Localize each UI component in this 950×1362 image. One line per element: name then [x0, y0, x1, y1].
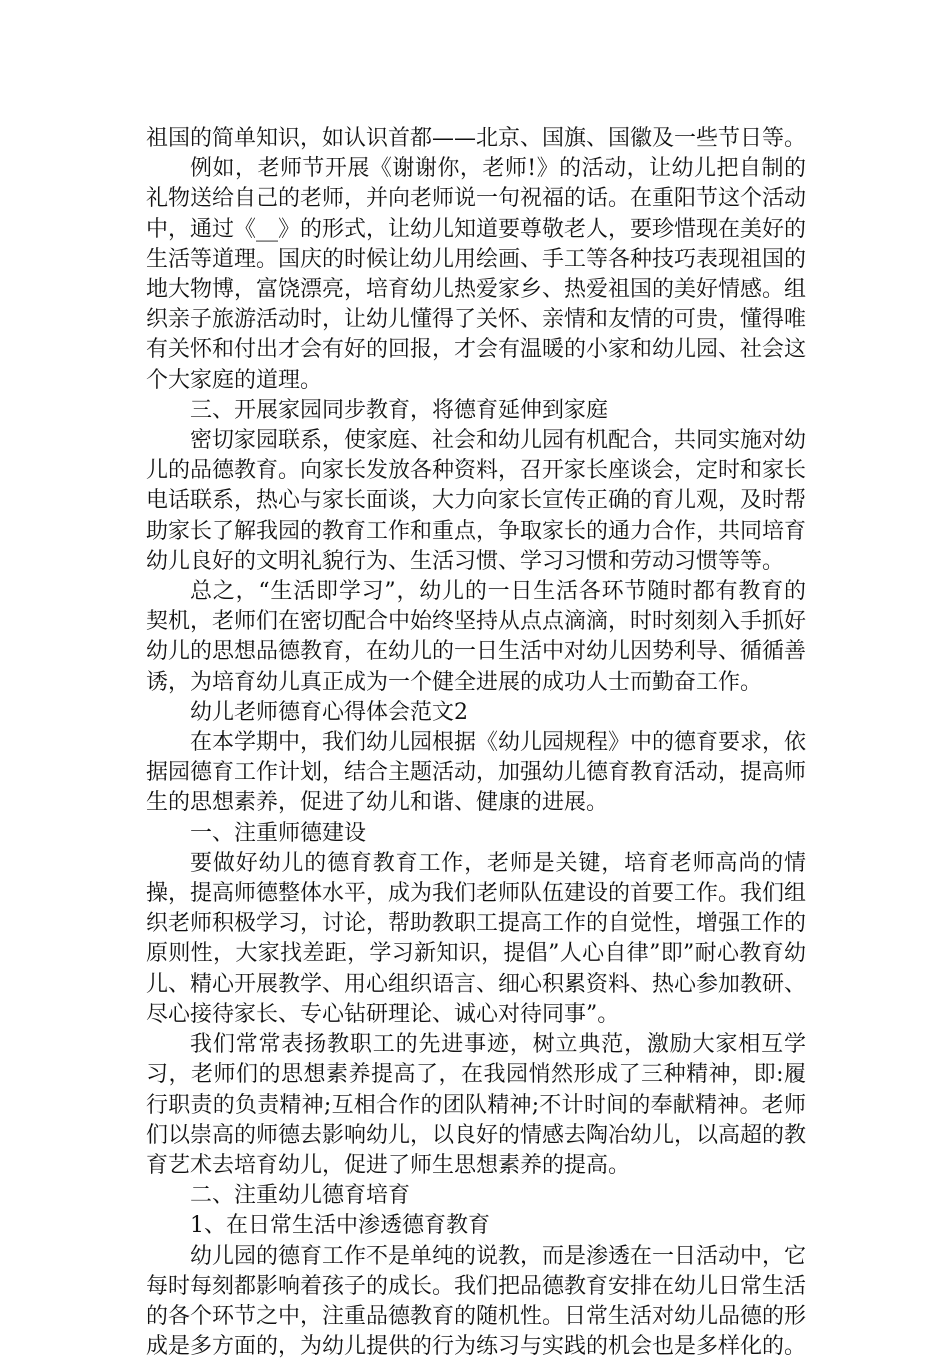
article-title-2: 幼儿老师德育心得体会范文2: [190, 699, 468, 725]
paragraph-example-activities: 例如，老师节开展《谢谢你，老师!》的活动，让幼儿把自制的礼物送给自己的老师，并向老师说一句祝福的话。在重阳节这个活动中，通过《__》的形式，让幼儿知道要尊敬老人，要珍惜现在美好的生活等道理。国庆的时候让幼儿用绘画、手工等各种技巧表现祖国的地大物博，富饶漂亮，培育幼儿热爱家乡、热爱祖国的美好情感。组织亲子旅游活动时，让幼儿懂得了关怀、亲情和友情的可贵，懂得唯有关怀和付出才会有好的回报，才会有温暖的小家和幼儿园、社会这个大家庭的道理。: [146, 156, 807, 393]
section-heading-2: 二、注重幼儿德育培育: [190, 1183, 411, 1209]
paragraph-teacher-ethics: 要做好幼儿的德育教育工作，老师是关键，培育老师高尚的情操，提高师德整体水平，成为我们老师队伍建设的首要工作。我们组织老师积极学习，讨论，帮助教职工提高工作的自觉性，增强工作的原则性，大家找差距，学习新知识，提倡”人心自律”即”耐心教育幼儿、精心开展教学、用心组织语言、细心积累资料、热心参加教研、尽心接待家长、专心钻研理论、诚心对待同事”。: [146, 850, 807, 1027]
paragraph-home-school: 密切家园联系，使家庭、社会和幼儿园有机配合，共同实施对幼儿的品德教育。向家长发放各种资料，召开家长座谈会，定时和家长电话联系，热心与家长面谈，大力向家长宣传正确的育儿观，及时帮助家长了解我园的教育工作和重点，争取家长的通力合作，共同培育幼儿良好的文明礼貌行为、生活习惯、学习习惯和劳动习惯等等。: [146, 428, 807, 574]
paragraph-continued: 祖国的简单知识，如认识首都——北京、国旗、国徽及一些节日等。: [146, 126, 807, 151]
subsection-heading-1: 1、在日常生活中渗透德育教育: [190, 1213, 490, 1239]
paragraph-intro: 在本学期中，我们幼儿园根据《幼儿园规程》中的德育要求，依据园德育工作计划，结合主题活动，加强幼儿德育教育活动，提高师生的思想素养，促进了幼儿和谐、健康的进展。: [146, 730, 807, 816]
section-heading-1: 一、注重师德建设: [190, 820, 367, 846]
section-heading-3: 三、开展家园同步教育，将德育延伸到家庭: [190, 397, 609, 423]
paragraph-summary: 总之，“生活即学习”，幼儿的一日生活各环节随时都有教育的契机，老师们在密切配合中始终坚持从点点滴滴，时时刻刻入手抓好幼儿的思想品德教育，在幼儿的一日生活中对幼儿因势利导、循循善诱，为培育幼儿真正成为一个健全进展的成功人士而勤奋工作。: [146, 579, 807, 695]
document-body: [146, 124, 806, 1362]
paragraph-daily-life: 幼儿园的德育工作不是单纯的说教，而是渗透在一日活动中，它每时每刻都影响着孩子的成长。我们把品德教育安排在幼儿日常生活的各个环节之中，注重品德教育的随机性。日常生活对幼儿品德的形成是多方面的，为幼儿提供的行为练习与实践的机会也是多样化的。: [146, 1243, 807, 1360]
paragraph-three-spirits: 我们常常表扬教职工的先进事迹，树立典范，激励大家相互学习，老师们的思想素养提高了，在我园悄然形成了三种精神，即:履行职责的负责精神;互相合作的团队精神;不计时间的奉献精神。老师们以崇高的师德去影响幼儿，以良好的情感去陶冶幼儿，以高超的教育艺术去培育幼儿，促进了师生思想素养的提高。: [146, 1032, 807, 1178]
